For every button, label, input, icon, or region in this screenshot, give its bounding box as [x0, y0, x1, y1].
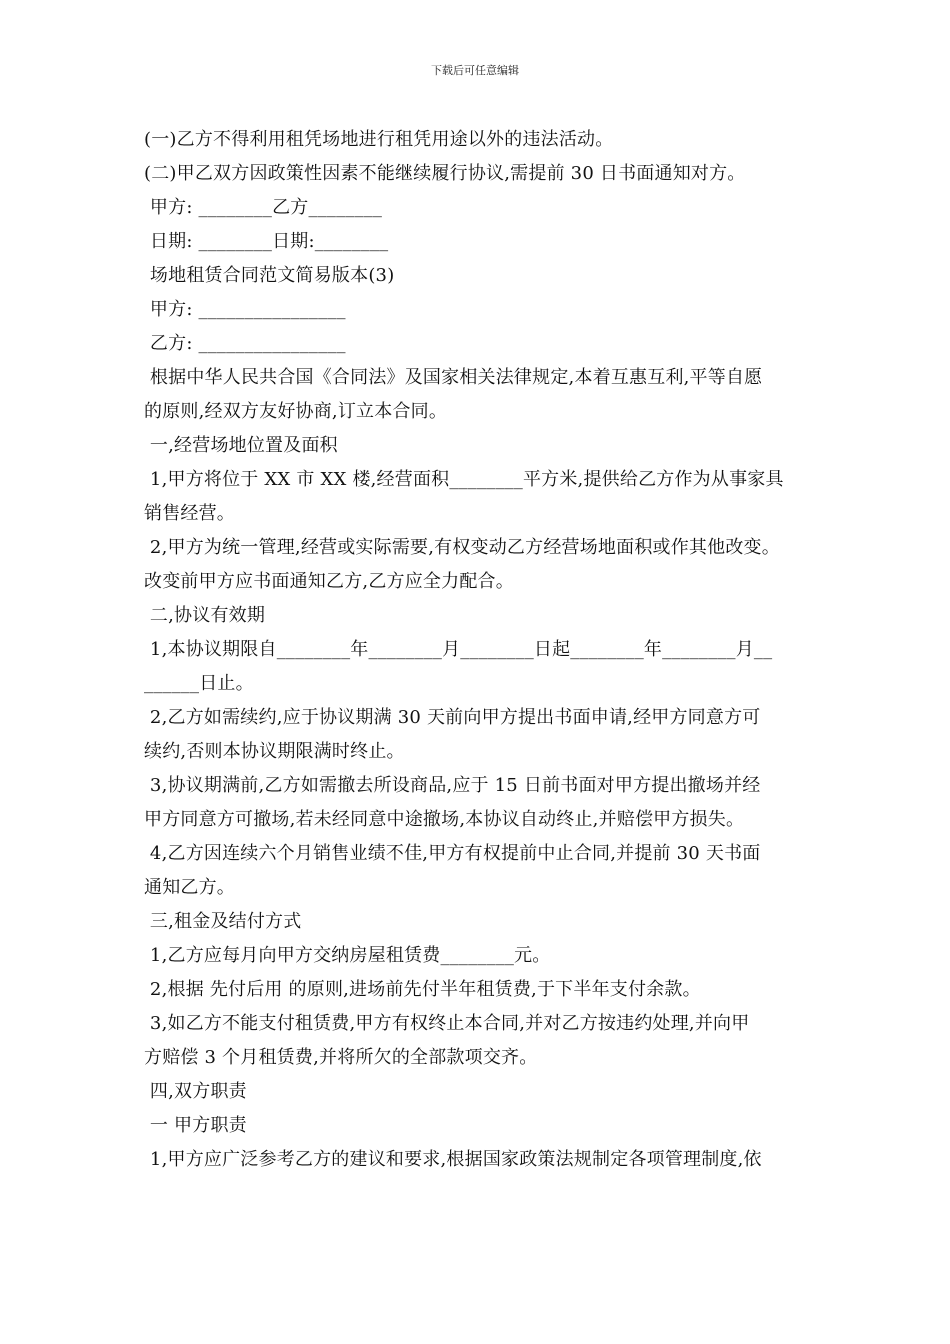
text-line: 改变前甲方应书面通知乙方,乙方应全力配合。 — [144, 571, 514, 592]
section-title: 场地租赁合同范文简易版本(3) — [144, 265, 395, 286]
text-line: 1,乙方应每月向甲方交纳房屋租赁费________元。 — [144, 945, 551, 966]
text-line: 根据中华人民共合国《合同法》及国家相关法律规定,本着互惠互利,平等自愿 — [144, 367, 763, 388]
page-header: 下载后可任意编辑 — [431, 64, 519, 77]
clause-heading: 一,经营场地位置及面积 — [144, 435, 338, 456]
text-line: 1,本协议期限自________年________月________日起________年________月__ — [144, 639, 773, 660]
text-line: 3,协议期满前,乙方如需撤去所设商品,应于 15 日前书面对甲方提出撤场并经 — [144, 775, 761, 796]
text-line: ______日止。 — [144, 673, 254, 694]
text-line: 3,如乙方不能支付租赁费,甲方有权终止本合同,并对乙方按违约处理,并向甲 — [144, 1013, 750, 1034]
clause-heading: 四,双方职责 — [144, 1081, 247, 1102]
document-body — [144, 123, 834, 1177]
date-line: 日期: ________日期:________ — [144, 231, 389, 252]
clause-heading: 二,协议有效期 — [144, 605, 266, 626]
text-line: 4,乙方因连续六个月销售业绩不佳,甲方有权提前中止合同,并提前 30 天书面 — [144, 843, 761, 864]
party-a-line: 甲方: ________________ — [144, 299, 346, 320]
text-line: 销售经营。 — [144, 503, 235, 524]
text-line: 的原则,经双方友好协商,订立本合同。 — [144, 401, 448, 422]
text-line: 通知乙方。 — [144, 877, 235, 898]
text-line: 1,甲方将位于 XX 市 XX 楼,经营面积________平方米,提供给乙方作为从事家具 — [144, 469, 784, 490]
text-line: (一)乙方不得利用租凭场地进行租凭用途以外的违法活动。 — [144, 129, 614, 150]
text-line: 2,根据 先付后用 的原则,进场前先付半年租赁费,于下半年支付余款。 — [144, 979, 701, 1000]
text-line: 甲方同意方可撤场,若未经同意中途撤场,本协议自动终止,并赔偿甲方损失。 — [144, 809, 745, 830]
clause-heading: 三,租金及结付方式 — [144, 911, 302, 932]
text-line: 2,甲方为统一管理,经营或实际需要,有权变动乙方经营场地面积或作其他改变。 — [144, 537, 780, 558]
text-line: 方赔偿 3 个月租赁费,并将所欠的全部款项交齐。 — [144, 1047, 538, 1068]
party-b-line: 乙方: ________________ — [144, 333, 346, 354]
signature-line: 甲方: ________乙方________ — [144, 197, 383, 218]
text-line: 1,甲方应广泛参考乙方的建议和要求,根据国家政策法规制定各项管理制度,依 — [144, 1149, 762, 1170]
text-line: (二)甲乙双方因政策性因素不能继续履行协议,需提前 30 日书面通知对方。 — [144, 163, 746, 184]
text-line: 2,乙方如需续约,应于协议期满 30 天前向甲方提出书面申请,经甲方同意方可 — [144, 707, 761, 728]
text-line: 续约,否则本协议期限满时终止。 — [144, 741, 405, 762]
sub-heading: 一 甲方职责 — [144, 1115, 247, 1136]
